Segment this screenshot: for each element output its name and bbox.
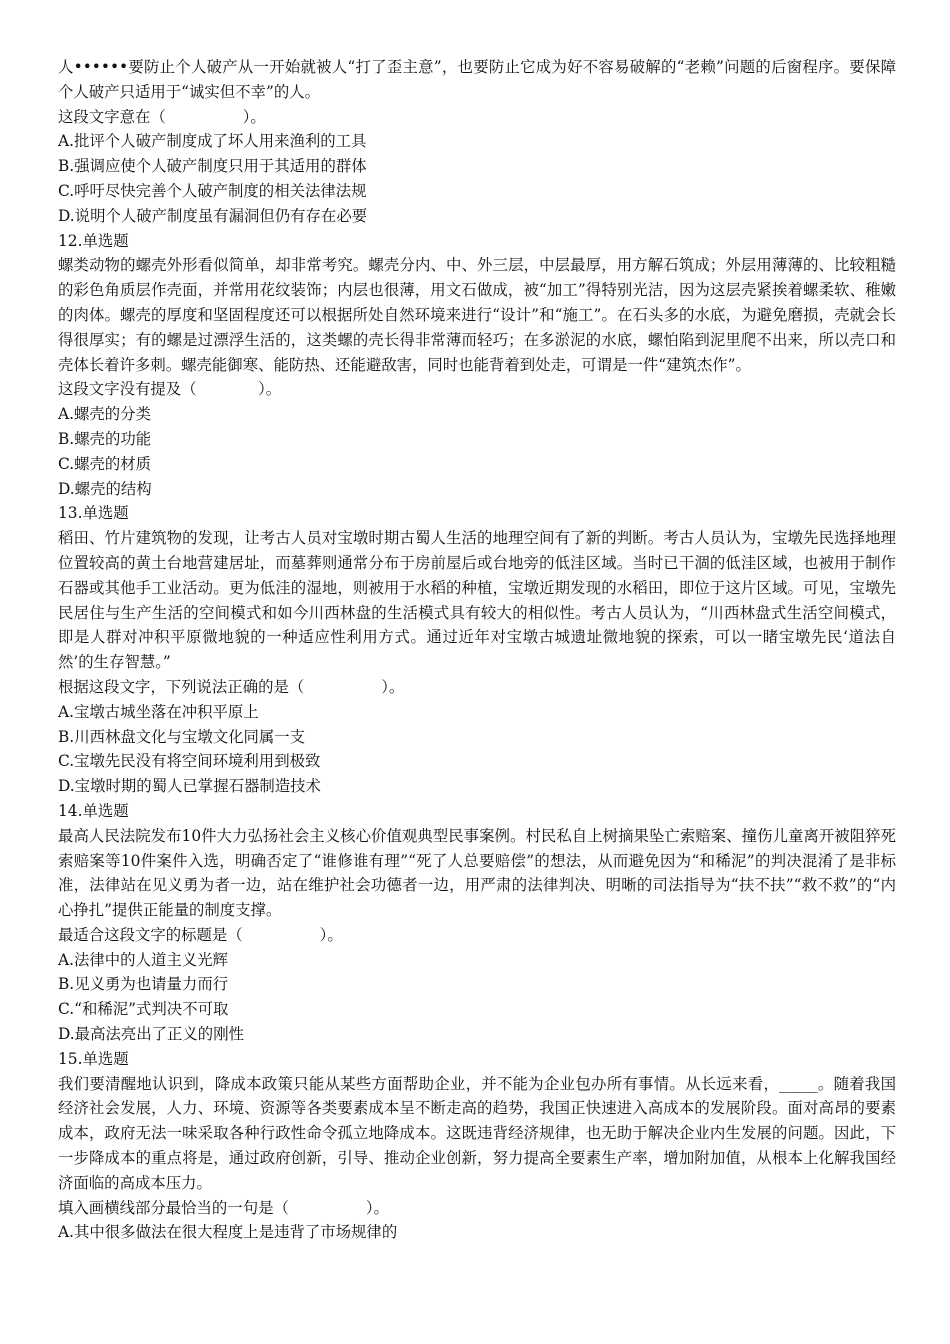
question-passage: 我们要清醒地认识到，降成本政策只能从某些方面帮助企业，并不能为企业包办所有事情。从长远来看，_____。随着我国经济社会发展，人力、环境、资源等各类要素成本呈不断走高的趋势，我国正快速进入高成本的发展阶段。面对高昂的要素成本，政府无法一味采取各种行政性命令孤立地降成本。这既违背经济规律，也无助于解决企业内生发展的问题。因此，下一步降成本的重点将是，通过政府创新，引导、推动企业创新，努力提高全要素生产率，增加附加值，从根本上化解我国经济面临的高成本压力。 [58,1074,896,1192]
option-a: A.宝墩古城坐落在冲积平原上 [58,702,259,721]
option-b: B.川西林盘文化与宝墩文化同属一支 [58,727,306,746]
option-d: D.最高法亮出了正义的刚性 [58,1025,244,1044]
option-a: A.批评个人破产制度成了坏人用来渔利的工具 [58,132,367,151]
option-d: D.螺壳的结构 [58,479,152,498]
option-c: C.螺壳的材质 [58,454,152,473]
option-d: D.宝墩时期的蜀人已掌握石器制造技术 [58,777,321,796]
option-b: B.螺壳的功能 [58,429,152,448]
option-b: B.见义勇为也请量力而行 [58,975,229,994]
option-a: A.其中很多做法在很大程度上是违背了市场规律的 [58,1223,398,1242]
question-header: 13.单选题 [58,504,129,523]
intro-passage: 人••••••要防止个人破产从一开始就被人“打了歪主意”，也要防止它成为好不容易破解的“老赖”问题的后窗程序。要保障个人破产只适用于“诚实但不幸”的人。 [58,58,896,101]
question-passage: 稻田、竹片建筑物的发现，让考古人员对宝墩时期古蜀人生活的地理空间有了新的判断。考古人员认为，宝墩先民选择地理位置较高的黄土台地营建居址，而墓葬则通常分布于房前屋后或台地旁的低洼区域。当时已干涸的低洼区域，也被用于制作石器或其他手工业活动。更为低洼的湿地，则被用于水稻的种植，宝墩近期发现的水稻田，即位于这片区域。可见，宝墩先民居住与生产生活的空间模式和如今川西林盘的生活模式具有较大的相似性。考古人员认为，“川西林盘式生活空间模式，即是人群对冲积平原微地貌的一种适应性利用方式。通过近年对宝墩古城遗址微地貌的探索，可以一睹宝墩先民‘道法自然’的生存智慧。” [58,529,896,672]
option-a: A.法律中的人道主义光辉 [58,950,228,969]
option-c: C.“和稀泥”式判决不可取 [58,1000,229,1019]
option-c: C.呼吁尽快完善个人破产制度的相关法律法规 [58,181,367,200]
intro-stem: 这段文字意在（ ）。 [58,107,266,126]
question-header: 15.单选题 [58,1049,129,1068]
option-c: C.宝墩先民没有将空间环境利用到极致 [58,752,321,771]
question-stem: 这段文字没有提及（ ）。 [58,380,282,399]
option-b: B.强调应使个人破产制度只用于其适用的群体 [58,157,367,176]
question-header: 14.单选题 [58,801,129,820]
question-stem: 填入画横线部分最恰当的一句是（ ）。 [58,1198,389,1217]
question-header: 12.单选题 [58,231,129,250]
question-passage: 最高人民法院发布10件大力弘扬社会主义核心价值观典型民事案例。村民私自上树摘果坠亡索赔案、撞伤儿童离开被阻猝死索赔案等10件案件入选，明确否定了“谁修谁有理”“死了人总要赔偿”的想法，从而避免因为“和稀泥”的判决混淆了是非标准，法律站在见义勇为者一边，站在维护社会功德者一边，用严肃的法律判决、明晰的司法指导为“扶不扶”“救不救”的“内心挣扎”提供正能量的制度支撑。 [58,826,896,920]
question-stem: 根据这段文字，下列说法正确的是（ ）。 [58,677,405,696]
option-d: D.说明个人破产制度虽有漏洞但仍有存在必要 [58,206,368,225]
option-a: A.螺壳的分类 [58,405,151,424]
question-stem: 最适合这段文字的标题是（ ）。 [58,925,343,944]
document-page [58,55,896,1245]
question-passage: 螺类动物的螺壳外形看似简单，却非常考究。螺壳分内、中、外三层，中层最厚，用方解石筑成；外层用薄薄的、比较粗糙的彩色角质层作壳面，并常用花纹装饰；内层也很薄，用文石做成，被“加工”得特别光洁，因为这层壳紧挨着螺柔软、稚嫩的肉体。螺壳的厚度和坚固程度还可以根据所处自然环境来进行“设计”和“施工”。在石头多的水底，为避免磨损，壳就会长得很厚实；有的螺是过漂浮生活的，这类螺的壳长得非常薄而轻巧；在多淤泥的水底，螺怕陷到泥里爬不出来，所以壳口和壳体长着许多刺。螺壳能御寒、能防热、还能避敌害，同时也能背着到处走，可谓是一件“建筑杰作”。 [58,256,896,374]
